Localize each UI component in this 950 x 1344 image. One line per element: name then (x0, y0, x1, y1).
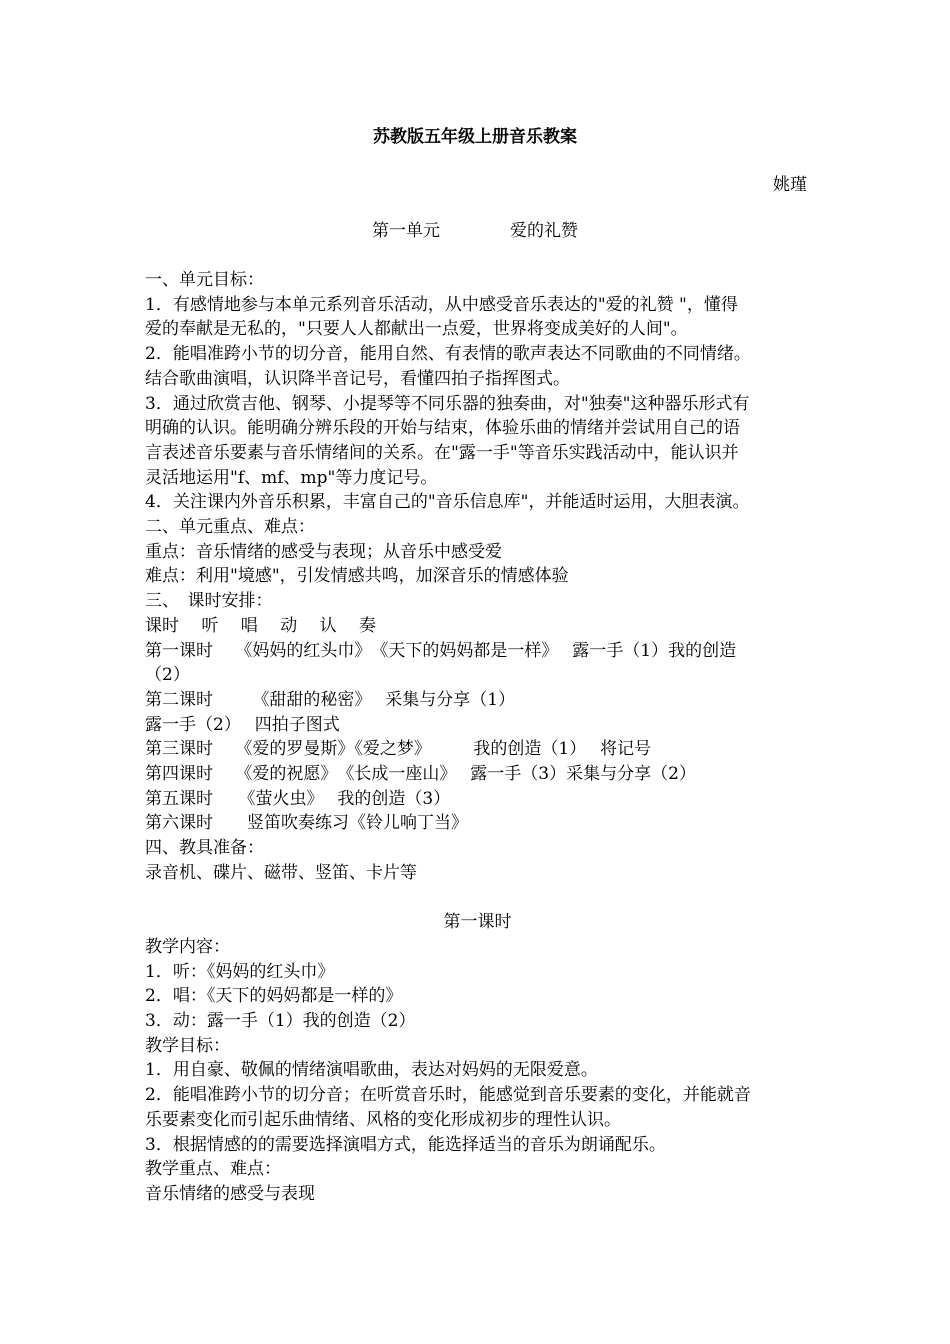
text-line: 三、 课时安排： (145, 591, 273, 612)
text-line: 第一课时 《妈妈的红头巾》 《天下的妈妈都是一样》 露一手（1）我的创造 (145, 640, 737, 661)
text-line: 教学重点、难点： (145, 1159, 281, 1180)
text-line: 一、单元目标： (145, 270, 264, 290)
text-line: 3．动：露一手（1）我的创造（2） (145, 1011, 416, 1032)
text-line: 教学目标： (145, 1035, 230, 1056)
text-line: 第二课时 《甜甜的秘密》 采集与分享（1） (145, 689, 516, 710)
unit-heading (0, 219, 950, 243)
text-line: 结合歌曲演唱，认识降半音记号，看懂四拍子指挥图式。 (145, 368, 570, 389)
text-line: 言表述音乐要素与音乐情绪间的关系。在"露一手"等音乐实践活动中，能认识并 (145, 442, 739, 463)
text-line: 录音机、碟片、磁带、竖笛、卡片等 (145, 862, 417, 883)
text-line: 第五课时 《萤火虫》 我的创造（3） (145, 788, 451, 809)
text-line: （2） (145, 665, 190, 686)
text-line: 第三课时 《爱的罗曼斯》《爱之梦》 我的创造（1） 将记号 (145, 739, 652, 760)
text-line: 二、单元重点、难点： (145, 517, 315, 538)
text-line: 第四课时 《爱的祝愿》 《长成一座山》 露一手（3）采集与分享（2） (145, 764, 696, 785)
text-line: 灵活地运用"f、mf、mp"等力度记号。 (145, 467, 438, 488)
unit-number: 第一单元 (372, 221, 440, 241)
lesson-one-section (145, 935, 810, 1207)
text-line: 3．通过欣赏吉他、钢琴、小提琴等不同乐器的独奏曲，对"独奏"这种器乐形式有 (145, 393, 750, 414)
text-line: 1．有感情地参与本单元系列音乐活动，从中感受音乐表达的"爱的礼赞 "，懂得 (145, 294, 738, 315)
document-body (145, 268, 810, 1207)
text-line: 2．唱：《天下的妈妈都是一样的》 (145, 986, 403, 1007)
text-line: 1．听：《妈妈的红头巾》 (145, 961, 335, 982)
blank-line (145, 886, 810, 911)
text-line: 露一手（2） 四拍子图式 (145, 714, 340, 735)
text-line: 爱的奉献是无私的，"只要人人都献出一点爱，世界将变成美好的人间"。 (145, 319, 688, 340)
text-line: 3．根据情感的的需要选择演唱方式，能选择适当的音乐为朗诵配乐。 (145, 1134, 666, 1155)
lesson-heading: 第一课时 (443, 912, 512, 933)
text-line: 乐要素变化而引起乐曲情绪、风格的变化形成初步的理性认识。 (145, 1109, 621, 1130)
text-line: 2．能唱准跨小节的切分音；在听赏音乐时，能感觉到音乐要素的变化，并能就音 (145, 1085, 751, 1106)
author-name: 姚瑾 (773, 175, 807, 195)
text-line: 2．能唱准跨小节的切分音，能用自然、有表情的歌声表达不同歌曲的不同情绪。 (145, 344, 751, 365)
unit-name: 爱的礼赞 (510, 221, 578, 241)
text-line: 4．关注课内外音乐积累，丰富自己的"音乐信息库"，并能适时运用，大胆表演。 (145, 492, 750, 513)
text-line: 音乐情绪的感受与表现 (145, 1184, 315, 1204)
unit-overview-section (145, 268, 810, 886)
text-line: 四、教具准备： (145, 838, 264, 859)
text-line: 课时 听 唱 动 认 奏 (145, 615, 377, 636)
text-line: 教学内容： (145, 936, 230, 957)
text-line: 重点：音乐情绪的感受与表现；从音乐中感受爱 (145, 541, 502, 562)
document-title: 苏教版五年级上册音乐教案 (373, 127, 577, 147)
text-line: 1．用自豪、敬佩的情绪演唱歌曲，表达对妈妈的无限爱意。 (145, 1060, 598, 1081)
text-line: 明确的认识。能明确分辨乐段的开始与结束，体验乐曲的情绪并尝试用自己的语 (145, 418, 740, 439)
text-line: 难点：利用"境感"，引发情感共鸣，加深音乐的情感体验 (145, 566, 569, 587)
text-line: 第六课时 竖笛吹奏练习《铃儿响丁当》 (145, 813, 468, 834)
